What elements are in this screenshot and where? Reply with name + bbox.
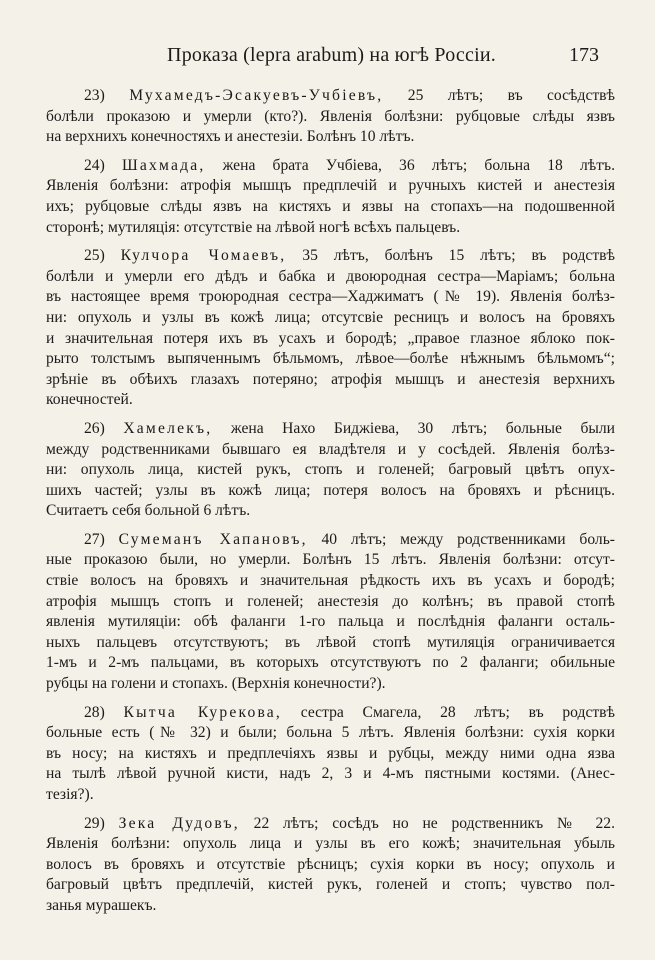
- entry-line: между родственниками бывшаго ея владѣтеля и у сосѣдей. Явленія болѣз-: [46, 440, 615, 458]
- case-number: 26): [84, 419, 105, 437]
- entry-line: Считаетъ себя больной 6 лѣтъ.: [46, 502, 251, 520]
- case-number: 29): [84, 814, 105, 832]
- patient-name: Хамелекъ,: [123, 419, 213, 437]
- entry-line: въ настоящее время троюродная сестра—Хаджиматъ (№ 19). Явленія болѣз-: [46, 288, 615, 306]
- entry-line: ни: опухоль лица, кистей рукъ, стопъ и голеней; багровый цвѣтъ опух-: [46, 461, 615, 479]
- body-text: [46, 86, 615, 925]
- case-entry-23: [46, 86, 615, 148]
- entry-line: ни: опухоль и узлы въ кожѣ лица; отсутсвіе ресницъ и волосъ на бровяхъ: [46, 308, 615, 326]
- case-entry-25: [46, 246, 615, 411]
- entry-text: 22 лѣтъ; сосѣдъ но не родственникъ № 22.: [253, 814, 615, 832]
- patient-name: Шахмада,: [121, 156, 206, 174]
- entry-first-line: [46, 814, 615, 835]
- case-entry-24: [46, 156, 615, 238]
- page-number: 173: [569, 44, 599, 66]
- entry-line: болѣли и умерли его дѣдъ и бабка и двоюродная сестра—Маріамъ; больна: [46, 267, 615, 285]
- entry-first-line: [46, 246, 615, 267]
- entry-first-line: [46, 419, 615, 440]
- entry-first-line: [46, 703, 615, 724]
- case-entry-29: [46, 814, 615, 917]
- running-title: Проказа (lepra arabum) на югѣ Россіи.: [167, 44, 496, 66]
- entry-first-line: [46, 530, 615, 551]
- entry-line: явленія мутиляціи: обѣ фаланги 1-го пальца и послѣднія фаланги осталь-: [46, 613, 615, 631]
- entry-line: и значительная потеря ихъ въ усахъ и бородѣ; „правое глазное яблоко пок-: [46, 329, 615, 347]
- case-entry-27: [46, 530, 615, 695]
- entry-line: болѣли проказою и умерли (кто?). Явленія болѣзни: рубцовые слѣды язвъ: [46, 107, 615, 125]
- entry-text: 25 лѣтъ; въ сосѣдствѣ: [407, 87, 616, 104]
- entry-line: занья мурашекъ.: [46, 896, 157, 914]
- entry-line: конечностей.: [46, 391, 133, 409]
- entry-line: 1-мъ и 2-мъ пальцами, въ которыхъ отсутствуютъ по 2 фаланги; обильные: [46, 654, 615, 672]
- entry-text: сестра Смагела, 28 лѣтъ; въ родствѣ: [300, 703, 616, 721]
- entry-first-line: [46, 86, 615, 107]
- entry-text: жена Нахо Биджіева, 30 лѣтъ; больные были: [230, 419, 615, 437]
- patient-name: Зека Дудовъ,: [118, 814, 240, 832]
- entry-line: Явленія болѣзни: атрофія мышцъ предплечій и ручныхъ кистей и анестезія: [46, 177, 615, 195]
- entry-line: рубцы на голени и стопахъ. (Верхнія конечности?).: [46, 675, 386, 693]
- entry-line: зрѣніе въ обѣихъ глазахъ потеряно; атрофія мышцъ и анестезія верхнихъ: [46, 370, 615, 388]
- entry-line: въ носу; на кистяхъ и предплечіяхъ язвы и рубцы, между ними одна язва: [46, 744, 615, 762]
- patient-name: Кулчора Чомаевъ,: [120, 247, 287, 265]
- case-number: 28): [84, 703, 105, 721]
- entry-line: ныхъ пальцевъ отсутствуютъ; въ лѣвой стопѣ мутиляція ограничивается: [46, 633, 615, 651]
- entry-line: Явленія болѣзни: опухоль лица и узлы въ его кожѣ; значительная убыль: [46, 835, 615, 853]
- entry-first-line: [46, 156, 615, 177]
- entry-line: на тылѣ лѣвой ручной кисти, надъ 2, 3 и 4-мъ пястными костями. (Анес-: [46, 765, 615, 783]
- case-number: 24): [84, 156, 105, 174]
- entry-line: багровый цвѣтъ предплечій, кистей рукъ, голеней и стопъ; чувство пол-: [46, 876, 615, 894]
- entry-line: ствіе волосъ на бровяхъ и значительная рѣдкость ихъ въ усахъ и бородѣ;: [46, 572, 615, 590]
- entry-line: шихъ частей; узлы въ кожѣ лица; потеря волосъ на бровяхъ и рѣсницъ.: [46, 481, 615, 499]
- entry-line: сторонѣ; мутиляція: отсутствіе на лѣвой ногѣ всѣхъ пальцевъ.: [46, 218, 461, 236]
- entry-text: жена брата Учбіева, 36 лѣтъ; больна 18 лѣтъ.: [222, 156, 615, 174]
- entry-text: 40 лѣтъ; между родственниками боль-: [321, 530, 615, 548]
- entry-line: рыто толстымъ выпяченнымъ бѣльмомъ, лѣвое—болѣе нѣжнымъ бѣльмомъ“;: [46, 350, 615, 368]
- patient-name: Сумеманъ Хапановъ,: [118, 530, 308, 548]
- entry-line: ихъ; рубцовые слѣды язвъ на кистяхъ и язвы на стопахъ—на подошвенной: [46, 197, 615, 215]
- entry-line: на верхнихъ конечностяхъ и анестезіи. Болѣнъ 10 лѣтъ.: [46, 128, 415, 146]
- patient-name: Мухамедъ-Эсакуевъ-Учбіевъ,: [129, 87, 384, 104]
- entry-line: ные проказою были, но умерли. Болѣнъ 15 лѣтъ. Явленія болѣзни: отсут-: [46, 551, 615, 569]
- entry-line: тезія?).: [46, 786, 94, 803]
- entry-text: 35 лѣтъ, болѣнъ 15 лѣтъ; въ родствѣ: [302, 247, 615, 265]
- entry-line: больные есть (№ 32) и были; больна 5 лѣтъ. Явленія болѣзни: сухія корки: [46, 724, 615, 742]
- entry-line: атрофія мышцъ стопъ и голеней; анестезія до колѣнъ; въ правой стопѣ: [46, 592, 615, 610]
- case-number: 27): [84, 530, 105, 548]
- case-entry-26: [46, 419, 615, 522]
- patient-name: Кытча Курекова,: [123, 703, 283, 721]
- case-number: 23): [84, 87, 105, 104]
- case-entry-28: [46, 703, 615, 806]
- page-header: [64, 44, 599, 74]
- case-number: 25): [84, 247, 105, 265]
- entry-line: волосъ въ бровяхъ и отсутствіе рѣсницъ; сухія корки въ носу; опухоль и: [46, 855, 615, 873]
